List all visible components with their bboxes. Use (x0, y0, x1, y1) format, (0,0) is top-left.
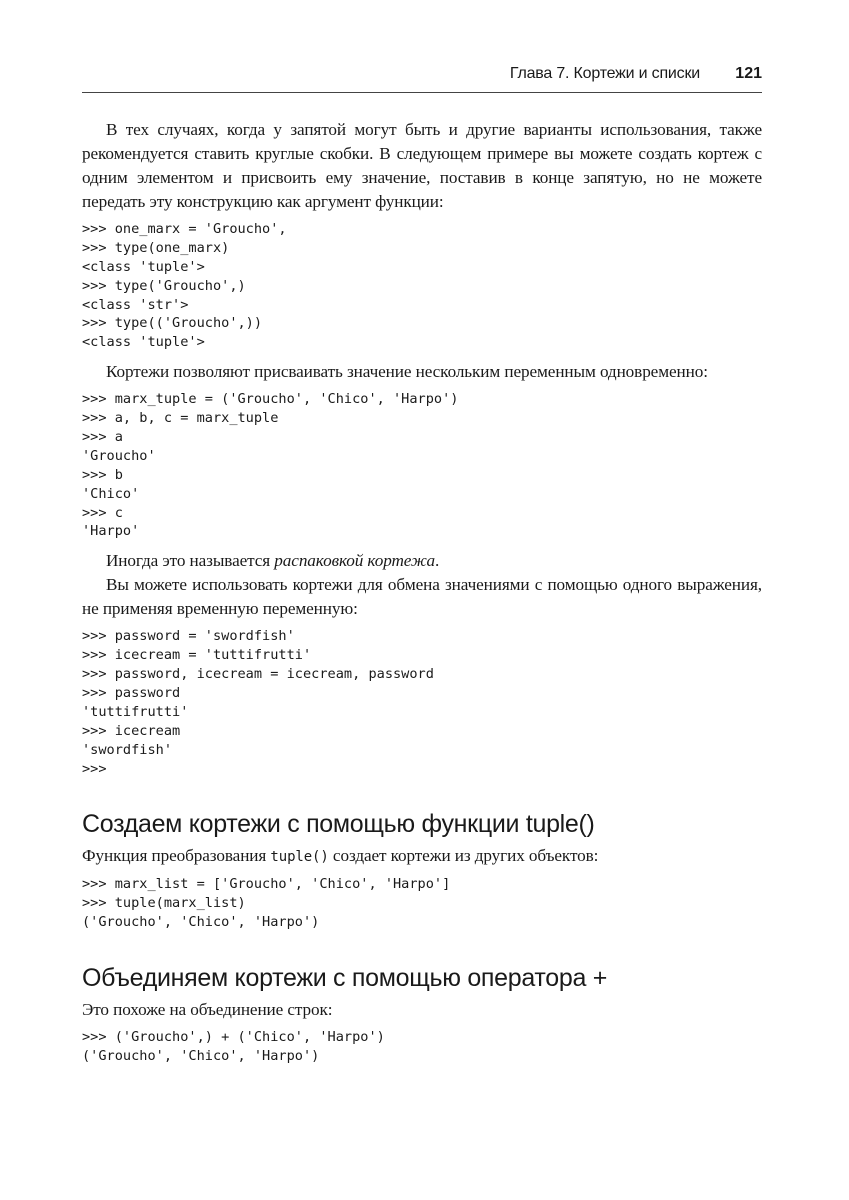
paragraph-trailing-comma: В тех случаях, когда у запятой могут быть и другие варианты использования, также рекомендуется ставить круглые скобки. В следующем примере вы можете создать кортеж с одним элементом и присвоить ему значение, поставив в конце запятую, но не можете передать эту конструкцию как аргумент функции: (82, 120, 762, 211)
code-line: ('Groucho', 'Chico', 'Harpo') (82, 914, 320, 931)
code-line: <class 'str'> (82, 296, 189, 313)
section-heading-concatenation: Объединяем кортежи с помощью оператора + (82, 964, 608, 993)
tuple-function-text-before: Функция преобразования (82, 846, 271, 866)
code-block-marx-tuple (82, 390, 762, 541)
code-line: <class 'tuple'> (82, 258, 205, 275)
code-block-concatenation (82, 1028, 762, 1066)
code-line: <class 'tuple'> (82, 334, 205, 351)
section-heading-tuple-function: Создаем кортежи с помощью функции tuple() (82, 810, 595, 839)
code-line: >>> (82, 760, 107, 777)
code-line: >>> one_marx = 'Groucho', (82, 221, 287, 237)
code-line: >>> password, icecream = icecream, password (82, 666, 434, 683)
page-content (82, 118, 762, 1066)
code-line: >>> icecream = 'tuttifrutti' (82, 647, 312, 664)
code-line: >>> marx_list = ['Groucho', 'Chico', 'Harpo'] (82, 876, 451, 893)
code-line: >>> type(('Groucho',)) (82, 315, 263, 332)
page-number: 121 (735, 65, 762, 82)
paragraph-tuple-function (82, 844, 762, 869)
code-line: 'tuttifrutti' (82, 703, 189, 720)
code-line: 'Groucho' (82, 447, 156, 464)
unpacking-text-after: . (435, 551, 440, 571)
code-line: ('Groucho', 'Chico', 'Harpo') (82, 1048, 320, 1065)
code-block-swap (82, 627, 762, 778)
unpacking-text-before: Иногда это называется (106, 551, 275, 571)
unpacking-emphasis: распаковкой кортежа (274, 551, 436, 571)
running-header (82, 60, 762, 93)
paragraph-swap: Вы можете использовать кортежи для обмена значениями с помощью одного выражения, не применяя временную переменную: (82, 575, 762, 619)
code-line: >>> icecream (82, 722, 181, 739)
tuple-function-text-after: создает кортежи из других объектов: (328, 846, 599, 866)
code-line: >>> a (82, 429, 123, 446)
code-line: >>> a, b, c = marx_tuple (82, 410, 279, 427)
code-line: 'Harpo' (82, 523, 140, 540)
paragraph-concatenation: Это похоже на объединение строк: (82, 1000, 333, 1020)
code-line: >>> password = 'swordfish' (82, 628, 295, 645)
code-line: >>> tuple(marx_list) (82, 895, 246, 912)
code-line: >>> type(one_marx) (82, 239, 230, 256)
code-line: >>> type('Groucho',) (82, 277, 246, 294)
code-line: >>> b (82, 466, 123, 483)
code-line: 'swordfish' (82, 741, 173, 758)
paragraph-unpacking (82, 549, 762, 573)
code-block-one-marx (82, 220, 762, 352)
code-line: >>> c (82, 504, 123, 521)
code-line: >>> password (82, 685, 181, 702)
code-line: >>> ('Groucho',) + ('Chico', 'Harpo') (82, 1029, 385, 1046)
chapter-title: Глава 7. Кортежи и списки (509, 65, 700, 82)
paragraph-multiple-assignment: Кортежи позволяют присваивать значение нескольким переменным одновременно: (106, 362, 708, 382)
code-line: >>> marx_tuple = ('Groucho', 'Chico', 'Harpo') (82, 391, 459, 408)
code-block-tuple-function (82, 875, 762, 932)
code-line: 'Chico' (82, 485, 140, 502)
inline-code-tuple: tuple() (270, 849, 329, 866)
